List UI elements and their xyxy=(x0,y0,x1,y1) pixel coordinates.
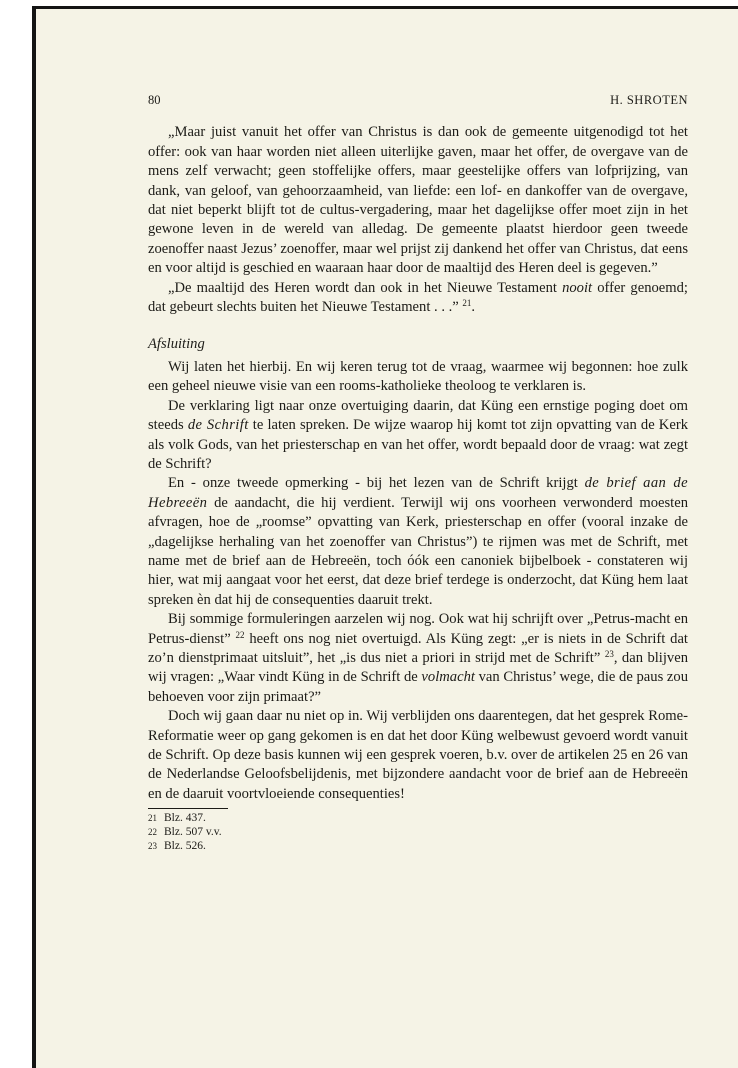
footnote: 21 Blz. 437. xyxy=(148,812,206,825)
section-heading: Afsluiting xyxy=(148,336,205,353)
footnote-ref-22[interactable]: 22 xyxy=(235,629,245,640)
paragraph-7: Doch wij gaan daar nu niet op in. Wij verblijden ons daarentegen, dat het gesprek Rome-Reformatie weer op gang gekomen is en dat het door Küng welbewust gevoerd wordt vanuit de Schrift. Op deze basis kunnen wij een gesprek voeren, b.v. over de artikelen 25 en 26 van de Nederlandse Geloofsbelijdenis, met bijzondere aandacht voor de brief aan de Hebreeën en de daaruit voortvloeiende consequenties! xyxy=(148,708,688,802)
footnotes xyxy=(148,811,688,853)
paragraph-6: Bij sommige formuleringen aarzelen wij nog. Ook wat hij schrijft over „Petrus-macht en Petrus-dienst” $^{22}$ heeft ons nog niet overtuigd. Als Küng zegt: „er is niets in de Schrift dat zo’n dienstprimaat uitsluit”, het „is dus niet a priori in strijd met de Schrift” $^{23}$, dan blijven wij vragen: „Waar vindt Küng in de Schrift de volmacht van Christus’ wege, die de paus zou behoeven voor zijn primaat?” xyxy=(148,611,688,705)
footnote-rule xyxy=(148,808,228,809)
paragraph-3: Wij laten het hierbij. En wij keren terug tot de vraag, waarmee wij begonnen: hoe zulk een geheel nieuwe visie van een rooms-katholieke theoloog te verklaren is. xyxy=(148,358,688,395)
footnote-ref-21[interactable]: 21 xyxy=(462,298,472,309)
quote-paragraph-2: „De maaltijd des Heren wordt dan ook in het Nieuwe Testament nooit offer genoemd; dat gebeurt slechts buiten het Nieuwe Testament . . .” $^{21}$. xyxy=(148,279,688,316)
running-header xyxy=(148,91,688,110)
book-page xyxy=(32,6,738,1068)
page-number: 80 xyxy=(148,93,161,107)
running-author: H. SHROTEN xyxy=(610,93,688,107)
paragraph-5: En - onze tweede opmerking - bij het lezen van de Schrift krijgt de brief aan de Hebreeën de aandacht, die hij verdient. Terwijl wij ons voorheen verwonderd moesten afvragen, hoe de „roomse” opvatting van Kerk, priesterschap en offer (vooral inzake de „dagelijkse herhaling van het zoenoffer van Christus”) te rijmen was met de Schrift, met name met de brief aan de Hebreeën, toch óók een canoniek bijbelboek - constateren wij hier, wat mij aangaat voor het eerst, dat deze brief terdege is onderzocht, dat Küng hem laat spreken èn dat hij de consequenties daaruit trekt. xyxy=(148,475,688,608)
quote-paragraph-1: „Maar juist vanuit het offer van Christus is dan ook de gemeente uitgenodigd tot het offer: ook van haar worden niet alleen uiterlijke gaven, maar het offer, de overgave van de mens zelf verwacht; geen stoffelijke offers, maar geestelijke offers van lofprijzing, van dank, van geloof, van gehoorzaamheid, van liefde: een lof- en dankoffer van de overgave, dat niet beperkt blijft tot de cultus-vergadering, maar het dagelijkse offer moet zijn in het gewone leven in de wereld van alledag. De gemeente plaatst hierdoor geen tweede zoenoffer naast Jezus’ zoenoffer, maar wel prijst zij dankend het offer van Christus, dat eens en voor altijd is geschied en waaraan haar door de maaltijd des Heren deel is gegeven.” xyxy=(148,124,688,277)
footnote: 22 Blz. 507 v.v. xyxy=(148,826,222,839)
footnote: 23 Blz. 526. xyxy=(148,840,206,853)
paragraph-4: De verklaring ligt naar onze overtuiging daarin, dat Küng een ernstige poging doet om steeds de Schrift te laten spreken. De wijze waarop hij komt tot zijn opvatting van de Kerk als volk Gods, van het priesterschap en van het offer, wordt bepaald door de vraag: wat zegt de Schrift? xyxy=(148,397,688,472)
page-text xyxy=(148,91,688,853)
footnote-ref-23[interactable]: 23 xyxy=(604,648,614,659)
